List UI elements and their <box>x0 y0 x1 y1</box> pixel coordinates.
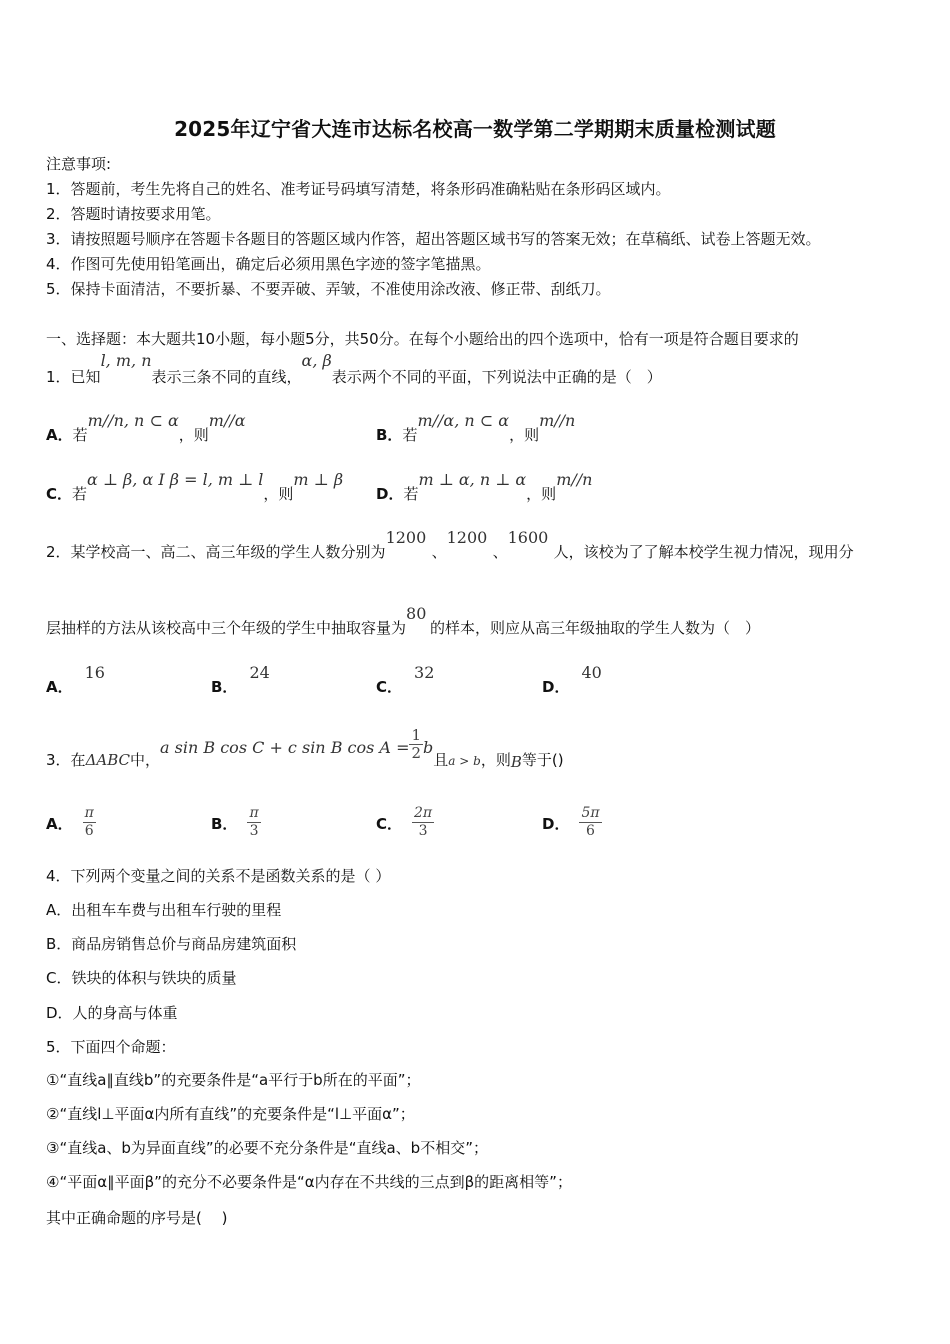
option-a[interactable] <box>46 410 246 444</box>
option-math: m//n <box>539 411 576 430</box>
question-5-ask: 其中正确命题的序号是( ) <box>46 1209 228 1227</box>
stem-text: 在 <box>70 751 86 769</box>
math-lines: l, m, n <box>100 351 152 370</box>
option-label: C． <box>46 485 73 503</box>
math-value: 80 <box>406 604 427 623</box>
stem-text: 且 <box>433 751 449 769</box>
option-label: D． <box>376 485 404 503</box>
notice-item: 3．请按照题号顺序在答题卡各题目的答题区域内作答，超出答题区域书写的答案无效；在草稿纸、试卷上答题无效。 <box>46 230 821 248</box>
option-c[interactable] <box>376 805 434 840</box>
proposition: ④“平面α∥平面β”的充分不必要条件是“α内存在不共线的三点到β的距离相等”； <box>46 1173 572 1191</box>
option-math: m//n, n ⊂ α <box>87 411 179 430</box>
option-math: m//α <box>208 411 246 430</box>
question-number: 1． <box>46 368 71 386</box>
option-d[interactable] <box>542 805 602 840</box>
stem-text: 、 <box>492 543 508 561</box>
option-fraction <box>412 805 434 840</box>
option-label: A． <box>46 678 73 696</box>
stem-text: 中， <box>130 751 161 769</box>
option-value: 40 <box>581 663 602 682</box>
fraction-numerator: 2π <box>414 805 433 821</box>
option-b[interactable] <box>376 410 576 444</box>
math-equation: a sin B cos C + c sin B cos A = <box>160 738 410 757</box>
proposition: ③“直线a、b为异面直线”的必要不充分条件是“直线a、b不相交”； <box>46 1139 488 1157</box>
option-fraction <box>579 805 601 840</box>
option-math: m ⊥ β <box>293 470 344 489</box>
option-label: A． <box>46 426 73 444</box>
option-text: ，则 <box>263 485 294 503</box>
math-value: 1600 <box>507 528 549 547</box>
option-c[interactable] <box>46 469 344 503</box>
question-number: 2． <box>46 543 71 561</box>
stem-text: 层抽样的方法从该校高中三个年级的学生中抽取容量为 <box>46 619 407 637</box>
option-d[interactable]: D．人的身高与体重 <box>46 1004 178 1022</box>
question-2-stem-line2 <box>46 603 761 637</box>
option-math: α ⊥ β, α I β = l, m ⊥ l <box>87 470 264 489</box>
option-value: 16 <box>84 663 105 682</box>
math-triangle: ΔABC <box>85 751 131 769</box>
option-math: m//α, n ⊂ α <box>417 411 510 430</box>
option-value: 32 <box>414 663 435 682</box>
fraction-denominator: 3 <box>418 823 428 839</box>
option-d[interactable] <box>376 469 593 503</box>
option-text: ，则 <box>509 426 540 444</box>
notice-item: 2．答题时请按要求用笔。 <box>46 205 221 223</box>
stem-text: 某学校高一、高二、高三年级的学生人数分别为 <box>70 543 386 561</box>
section-heading: 一、选择题：本大题共10小题，每小题5分，共50分。在每个小题给出的四个选项中，恰有一项是符合题目要求的 <box>46 330 799 348</box>
question-3-stem <box>46 723 564 771</box>
option-d[interactable] <box>542 662 602 696</box>
option-fraction <box>247 805 260 840</box>
option-text: ，则 <box>526 485 557 503</box>
math-value: 1200 <box>446 528 488 547</box>
option-label: B． <box>376 426 403 444</box>
proposition: ②“直线l⊥平面α内所有直线”的充要条件是“l⊥平面α”； <box>46 1105 415 1123</box>
math-fraction <box>409 727 423 762</box>
proposition: ①“直线a∥直线b”的充要条件是“a平行于b所在的平面”； <box>46 1071 421 1089</box>
option-label: B． <box>211 678 238 696</box>
question-1-stem <box>46 350 662 390</box>
stem-text: 、 <box>431 543 447 561</box>
question-number: 3． <box>46 751 71 769</box>
option-b[interactable] <box>211 805 261 840</box>
option-text: 若 <box>72 426 88 444</box>
option-text: 若 <box>72 485 88 503</box>
option-a[interactable] <box>46 662 105 696</box>
notice-heading: 注意事项: <box>46 155 112 173</box>
stem-text: 等于() <box>521 751 564 769</box>
math-variable: B <box>510 753 522 771</box>
option-label: C． <box>376 815 403 833</box>
option-b[interactable]: B．商品房销售总价与商品房建筑面积 <box>46 935 297 953</box>
option-fraction <box>83 805 96 840</box>
notice-item: 1．答题前，考生先将自己的姓名、准考证号码填写清楚，将条形码准确粘贴在条形码区域内。 <box>46 180 671 198</box>
question-5-stem: 5．下面四个命题： <box>46 1038 176 1056</box>
math-variable: b <box>423 738 434 757</box>
option-c[interactable]: C．铁块的体积与铁块的质量 <box>46 969 237 987</box>
stem-text: 表示两个不同的平面，下列说法中正确的是（ ） <box>331 368 662 386</box>
fraction-numerator: π <box>249 805 259 821</box>
option-a[interactable] <box>46 805 96 840</box>
stem-text: ，则 <box>480 751 511 769</box>
fraction-numerator: 5π <box>581 805 600 821</box>
option-value: 24 <box>249 663 270 682</box>
math-value: 1200 <box>385 528 427 547</box>
stem-text: 表示三条不同的直线， <box>151 368 302 386</box>
option-label: C． <box>376 678 403 696</box>
page-title: 2025年辽宁省大连市达标名校高一数学第二学期期末质量检测试题 <box>174 117 776 141</box>
math-planes: α, β <box>301 351 332 370</box>
fraction-numerator: π <box>84 805 94 821</box>
fraction-denominator: 3 <box>249 823 259 839</box>
fraction-numerator: 1 <box>411 726 422 744</box>
fraction-denominator: 2 <box>411 744 422 762</box>
stem-text: 人，该校为了了解本校学生视力情况，现用分 <box>553 543 854 561</box>
question-2-stem <box>46 527 854 561</box>
option-text: 若 <box>402 426 418 444</box>
option-text: ，则 <box>178 426 209 444</box>
fraction-denominator: 6 <box>84 823 94 839</box>
option-a[interactable]: A．出租车车费与出租车行驶的里程 <box>46 901 282 919</box>
math-condition: a > b <box>448 754 481 768</box>
stem-text: 已知 <box>70 368 101 386</box>
option-math: m ⊥ α, n ⊥ α <box>418 470 527 489</box>
option-label: D． <box>542 815 570 833</box>
stem-text: 的样本，则应从高三年级抽取的学生人数为（ ） <box>430 619 761 637</box>
question-4-stem: 4．下列两个变量之间的关系不是函数关系的是（ ） <box>46 867 391 885</box>
fraction-denominator: 6 <box>586 823 595 839</box>
option-label: D． <box>542 678 570 696</box>
option-text: 若 <box>403 485 419 503</box>
option-b[interactable] <box>211 662 270 696</box>
option-c[interactable] <box>376 662 435 696</box>
notice-item: 5．保持卡面清洁，不要折暴、不要弄破、弄皱，不准使用涂改液、修正带、刮纸刀。 <box>46 280 611 298</box>
option-math: m//n <box>556 470 593 489</box>
option-label: B． <box>211 815 238 833</box>
notice-item: 4．作图可先使用铅笔画出，确定后必须用黑色字迹的签字笔描黑。 <box>46 255 491 273</box>
option-label: A． <box>46 815 73 833</box>
